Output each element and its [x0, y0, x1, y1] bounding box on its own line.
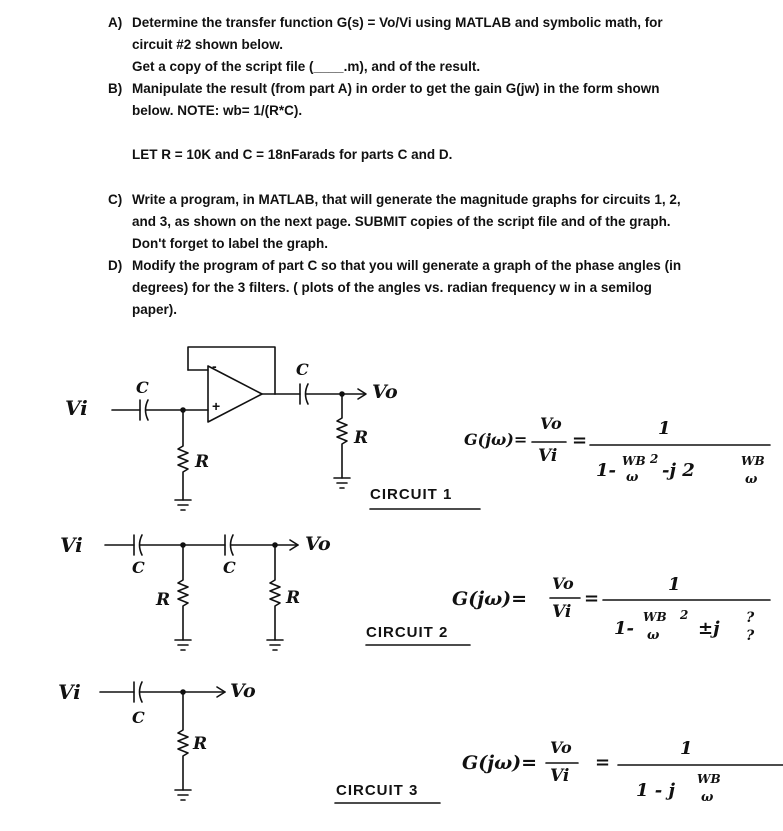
- question-d-line2: degrees) for the 3 filters. ( plots of the angles vs. radian frequency w in a semilog: [132, 280, 652, 295]
- question-b-line2: below. NOTE: wb= 1/(R*C).: [132, 103, 303, 118]
- eq1-g-label: G(jω)=: [464, 430, 528, 449]
- circuit-3-r-label: R: [193, 734, 208, 754]
- question-c-line2: and 3, as shown on the next page. SUBMIT copies of the script file and of the graph.: [132, 214, 671, 229]
- question-d-letter: D): [108, 258, 123, 273]
- circuit-2-c1-label: C: [132, 558, 145, 577]
- question-b-letter: B): [108, 81, 123, 96]
- eq2-equals: =: [584, 588, 600, 609]
- question-d-line1: Modify the program of part C so that you will generate a graph of the phase angles (in: [132, 258, 682, 273]
- eq2-w: ω: [647, 628, 660, 643]
- circuit-2-label: CIRCUIT 2: [366, 624, 449, 641]
- circuit-1-label: CIRCUIT 1: [370, 486, 453, 503]
- eq2-g-label: G(jω)=: [452, 588, 528, 610]
- question-c-letter: C): [108, 192, 123, 207]
- eq1-tail: -j 2: [662, 460, 695, 481]
- eq1-tail-w: ω: [745, 472, 758, 487]
- circuit-2-r1-label: R: [156, 590, 171, 610]
- eq2-vo: Vo: [552, 574, 574, 593]
- eq1-one-minus: 1-: [596, 460, 616, 481]
- question-a-letter: A): [108, 15, 123, 30]
- circuit-2-c2-label: C: [223, 558, 236, 577]
- eq2-vi: Vi: [552, 602, 572, 622]
- eq2-one-minus: 1-: [614, 618, 634, 639]
- eq1-w: ω: [626, 470, 639, 485]
- opamp-plus-label: +: [212, 398, 221, 414]
- eq3-tail-w: ω: [701, 790, 714, 805]
- circuit-3-vi-label: Vi: [58, 680, 81, 704]
- question-a-line1: Determine the transfer function G(s) = Vo/Vi using MATLAB and symbolic math, for: [132, 15, 663, 30]
- eq1-vi: Vi: [538, 446, 558, 466]
- eq2-tail-num: ?: [746, 610, 755, 626]
- circuit-1-vo-label: Vo: [372, 381, 398, 403]
- eq1-equals: =: [572, 430, 588, 451]
- question-a-line3: Get a copy of the script file (____.m), and of the result.: [132, 59, 481, 74]
- question-c-line1: Write a program, in MATLAB, that will generate the magnitude graphs for circuits 1, 2,: [132, 192, 681, 207]
- eq2-tail-den: ?: [746, 628, 755, 644]
- eq3-vo: Vo: [550, 738, 572, 757]
- eq1-numerator: 1: [658, 418, 671, 439]
- circuit-3-label: CIRCUIT 3: [336, 782, 419, 799]
- eq1-vo: Vo: [540, 414, 562, 433]
- circuit-1-c-input-label: C: [136, 378, 149, 397]
- eq1-wb: WB: [622, 454, 646, 468]
- eq3-equals: =: [595, 752, 611, 773]
- eq2-tail: ±j: [698, 618, 720, 639]
- question-c-line3: Don't forget to label the graph.: [132, 236, 328, 251]
- eq1-tail-wb: WB: [741, 454, 765, 468]
- eq3-g-label: G(jω)=: [462, 752, 538, 774]
- circuit-3-c-label: C: [132, 708, 145, 727]
- circuit-3-vo-label: Vo: [230, 680, 256, 702]
- question-a-line2: circuit #2 shown below.: [132, 37, 284, 52]
- eq3-tail: 1 - j: [636, 780, 676, 801]
- eq2-wb: WB: [643, 610, 667, 624]
- eq3-vi: Vi: [550, 766, 570, 786]
- eq3-tail-wb: WB: [697, 772, 721, 786]
- circuit-2-vo-label: Vo: [305, 533, 331, 555]
- eq1-square: 2: [650, 452, 659, 466]
- circuit-1-r-output-label: R: [354, 428, 369, 448]
- circuit-1-vi-label: Vi: [65, 396, 88, 420]
- eq3-numerator: 1: [680, 738, 693, 759]
- circuit-2-vi-label: Vi: [60, 533, 83, 557]
- opamp-minus-label: -: [212, 358, 217, 374]
- question-b-line1: Manipulate the result (from part A) in order to get the gain G(jw) in the form shown: [132, 81, 660, 96]
- question-d-line3: paper).: [132, 302, 178, 317]
- eq2-numerator: 1: [668, 574, 681, 595]
- circuit-1-r-input-label: R: [195, 452, 210, 472]
- circuit-1-c-output-label: C: [296, 360, 309, 379]
- eq2-square: 2: [680, 608, 689, 622]
- circuit-2-r2-label: R: [286, 588, 301, 608]
- component-values-line: LET R = 10K and C = 18nFarads for parts C and D.: [132, 147, 453, 162]
